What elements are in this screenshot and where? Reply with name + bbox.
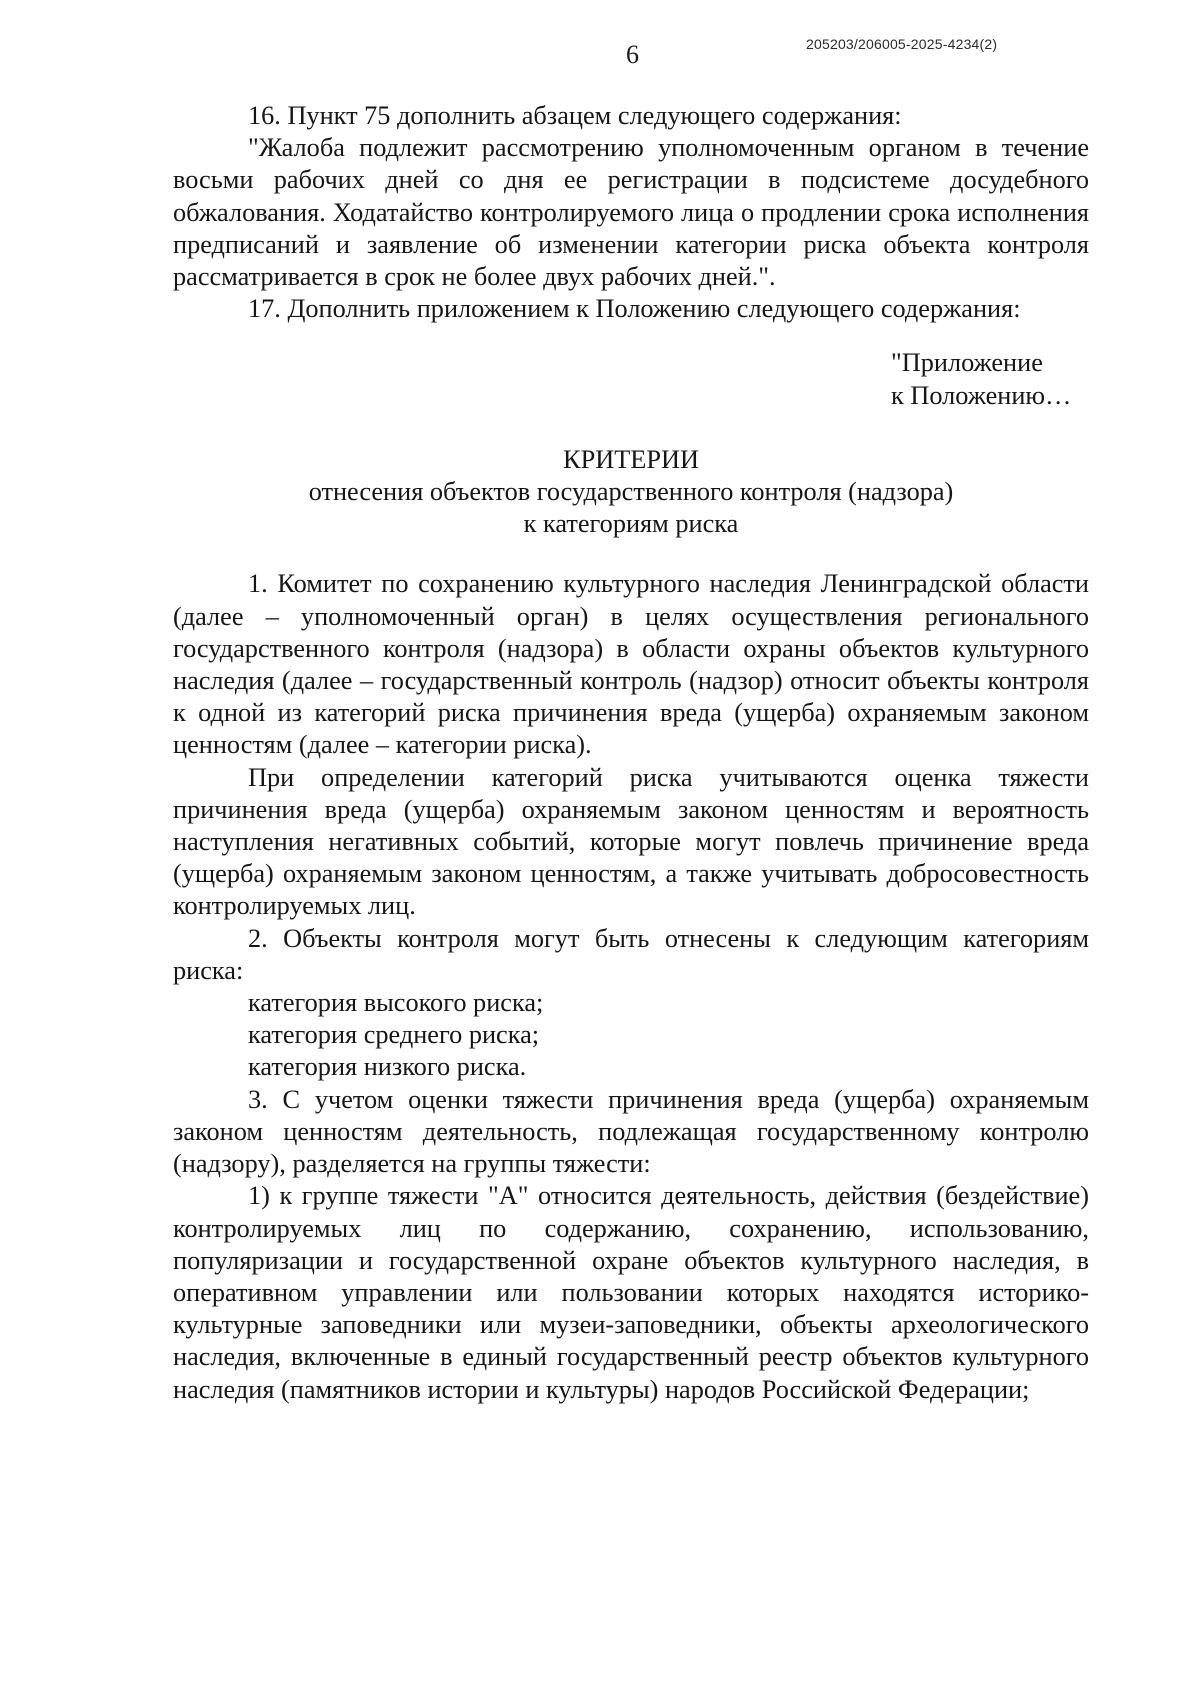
item-17-intro: 17. Дополнить приложением к Положению следующего содержания: (248, 294, 1021, 324)
criteria-subtitle-line-1: отнесения объектов государственного контроля (надзора) (308, 477, 954, 507)
item-16-quote: "Жалоба подлежит рассмотрению уполномоченным органом в течение восьми рабочих дней со дня ее регистрации в подсистеме досудебного обжалования. Ходатайство контролируемого лица о продлении срока исполнения предписаний и заявление об изменении категории риска объекта контроля рассматривается в срок не более двух рабочих дней.". (173, 133, 1089, 292)
paragraph-4: 3. С учетом оценки тяжести причинения вреда (ущерба) охраняемым законом ценностям деятельность, подлежащая государственному контролю (надзору), разделяется на группы тяжести: (173, 1084, 1089, 1179)
criteria-subtitle-line-2: к категориям риска (523, 509, 739, 539)
risk-category-low: категория низкого риска. (248, 1052, 527, 1082)
criteria-heading: КРИТЕРИИ (563, 444, 699, 474)
risk-category-medium: категория среднего риска; (248, 1020, 540, 1050)
paragraph-2: При определении категорий риска учитываются оценка тяжести причинения вреда (ущерба) охраняемым законом ценностям и вероятность наступления негативных событий, которые могут повлечь причинение вреда (ущерба) охраняемым законом ценностям, а также учитывать добросовестность контролируемых лиц. (173, 762, 1089, 921)
paragraph-1: 1. Комитет по сохранению культурного наследия Ленинградской области (далее – уполномоченный орган) в целях осуществления регионального государственного контроля (надзора) в области охраны объектов культурного наследия (далее – государственный контроль (надзор) относит объекты контроля к одной из категорий риска причинения вреда (ущерба) охраняемым законом ценностям (далее – категории риска). (173, 569, 1089, 760)
document-number: 205203/206005-2025-4234(2) (806, 36, 998, 52)
paragraph-3: 2. Объекты контроля могут быть отнесены к следующим категориям риска: (173, 923, 1089, 985)
item-16-intro: 16. Пункт 75 дополнить абзацем следующего содержания: (248, 101, 902, 130)
document-body (173, 100, 1089, 1406)
paragraph-5: 1) к группе тяжести "А" относится деятельность, действия (бездействие) контролируемых лиц по содержанию, сохранению, использованию, популяризации и государственной охране объектов культурного наследия, в оперативном управлении или пользовании которых находятся историко-культурные заповедники или музеи-заповедники, объекты археологического наследия, включенные в единый государственный реестр объектов культурного наследия (памятников истории и культуры) народов Российской Федерации; (173, 1181, 1089, 1404)
appendix-label-line-1: "Приложение (891, 348, 1043, 378)
risk-category-high: категория высокого риска; (248, 988, 544, 1018)
page-number: 6 (626, 40, 639, 69)
appendix-label-line-2: к Положению… (891, 380, 1072, 410)
